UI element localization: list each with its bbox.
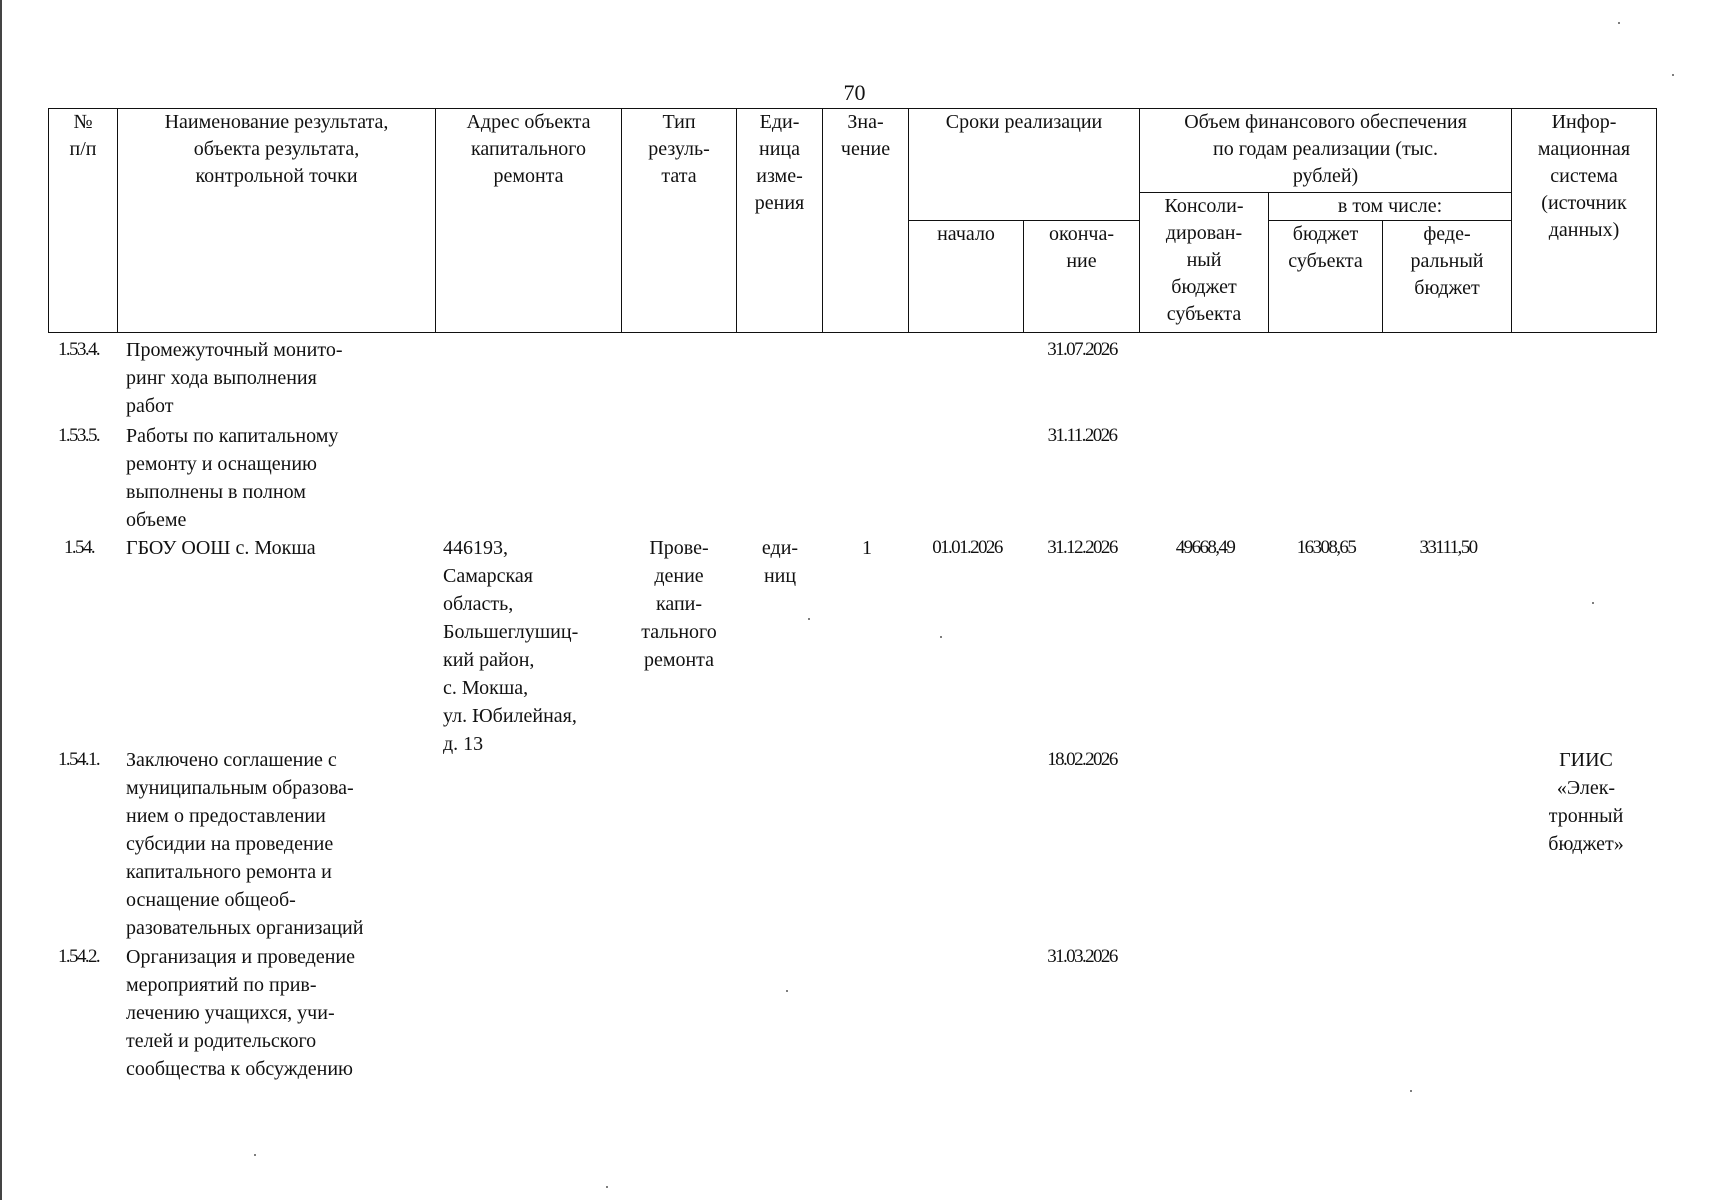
row-end-date: 31.03.2026 — [1047, 946, 1117, 967]
row-number: 1.54.1. — [58, 749, 100, 770]
row-value: 1 — [862, 537, 872, 559]
header-system: Инфор- мационная система (источник данных) — [1512, 109, 1657, 333]
scan-speck — [1410, 1090, 1412, 1092]
row-name: Организация и проведение мероприятий по прив- лечению учащихся, учи- телей и родительского сообщества к обсуждению — [126, 946, 355, 1080]
page-number: 70 — [843, 80, 866, 105]
row-unit: еди- ниц — [761, 537, 799, 587]
row-end-date: 18.02.2026 — [1047, 749, 1117, 770]
row-info-system: ГИИС «Элек- тронный бюджет» — [1548, 749, 1624, 855]
header-consolidated: Консоли- дирован- ный бюджет субъекта — [1140, 193, 1269, 333]
header-start: начало — [909, 221, 1024, 333]
row-name: Промежуточный монито- ринг хода выполнения работ — [126, 339, 343, 417]
header-num: № п/п — [49, 109, 118, 333]
header-including: в том числе: — [1269, 193, 1512, 221]
scan-speck — [1618, 22, 1620, 24]
row-start-date: 01.01.2026 — [932, 537, 1002, 558]
scan-left-edge — [0, 0, 2, 1200]
row-name: ГБОУ ООШ с. Мокша — [126, 537, 316, 559]
row-result-type: Прове- дение капи- тального ремонта — [641, 537, 717, 671]
header-subject-budget: бюджет субъекта — [1269, 221, 1383, 333]
scan-speck — [786, 990, 788, 992]
row-name: Работы по капитальному ремонту и оснащению выполнены в полном объеме — [126, 425, 339, 531]
header-end: оконча- ние — [1024, 221, 1140, 333]
row-consolidated-budget: 49668,49 — [1175, 537, 1235, 558]
scan-speck — [606, 1186, 608, 1188]
header-federal-budget: феде- ральный бюджет — [1383, 221, 1512, 333]
table-header — [48, 108, 1657, 333]
header-name: Наименование результата, объекта результата, контрольной точки — [118, 109, 436, 333]
row-number: 1.54.2. — [58, 946, 100, 967]
scan-speck — [940, 636, 942, 638]
scan-speck — [1592, 602, 1594, 604]
scan-speck — [254, 1154, 256, 1156]
row-end-date: 31.11.2026 — [1047, 425, 1117, 446]
row-end-date: 31.12.2026 — [1047, 537, 1117, 558]
row-subject-budget: 16308,65 — [1296, 537, 1356, 558]
header-type: Тип резуль- тата — [622, 109, 737, 333]
header-value: Зна- чение — [823, 109, 909, 333]
row-address: 446193, Самарская область, Большеглушиц- кий район, с. Мокша, ул. Юбилейная, д. 13 — [443, 537, 579, 755]
scan-speck — [1672, 74, 1674, 76]
header-unit: Еди- ница изме- рения — [737, 109, 823, 333]
header-finance: Объем финансового обеспечения по годам реализации (тыс. рублей) — [1140, 109, 1512, 193]
row-end-date: 31.07.2026 — [1047, 339, 1117, 360]
row-name: Заключено соглашение с муниципальным образова- нием о предоставлении субсидии на проведение капитального ремонта и оснащение общеоб- разовательных организаций — [126, 749, 364, 939]
row-federal-budget: 33111,50 — [1419, 537, 1477, 558]
header-terms: Сроки реализации — [909, 109, 1140, 221]
row-number: 1.54. — [64, 537, 95, 558]
row-number: 1.53.5. — [58, 425, 100, 446]
scan-speck — [808, 618, 810, 620]
row-number: 1.53.4. — [58, 339, 100, 360]
header-address: Адрес объекта капитального ремонта — [436, 109, 622, 333]
